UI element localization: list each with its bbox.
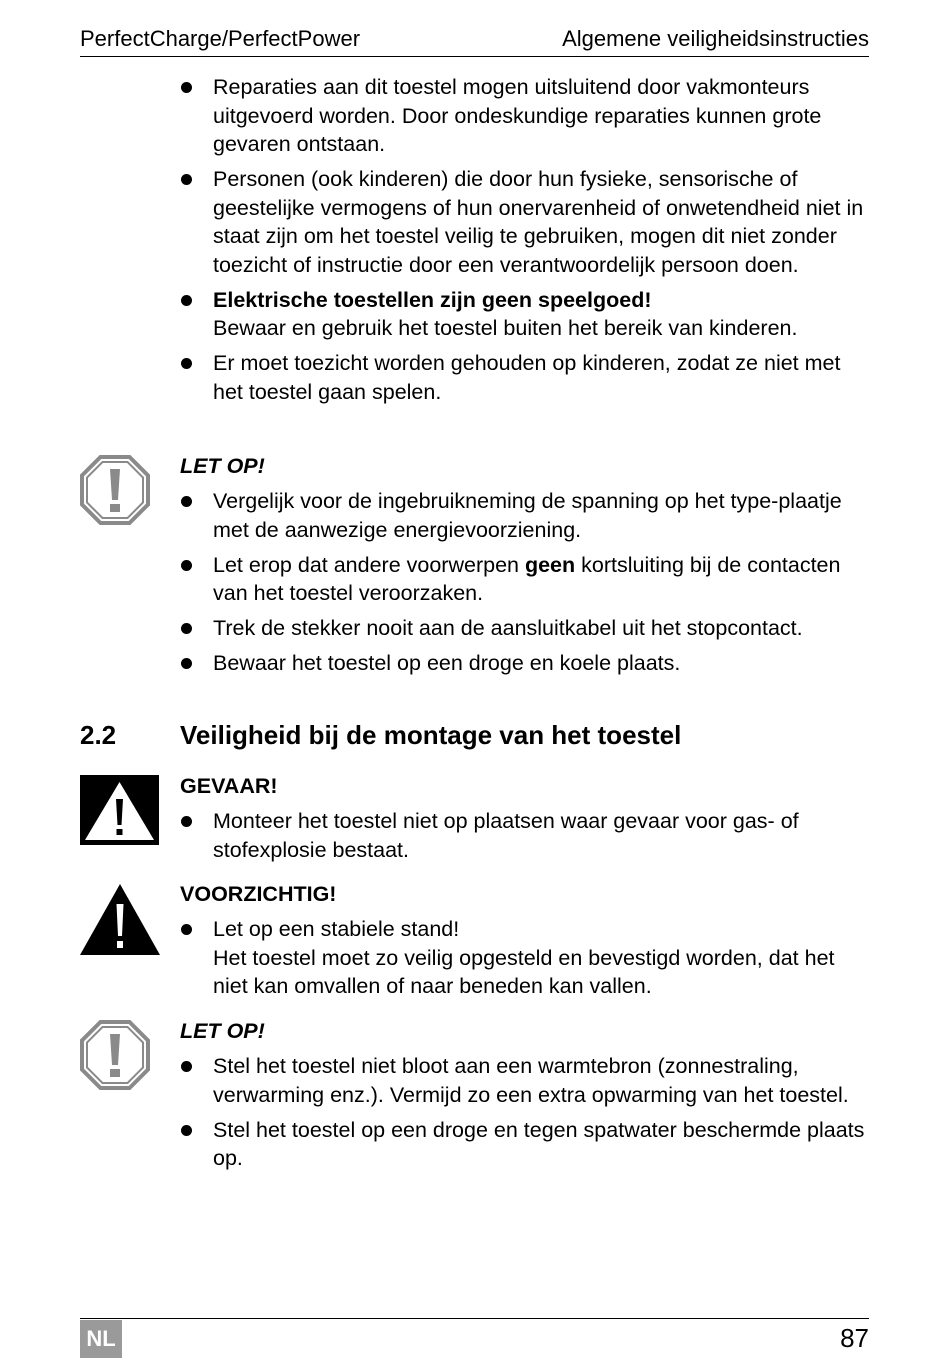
danger-label: GEVAAR! <box>180 774 278 798</box>
warning-triangle-inverted-icon <box>80 775 159 845</box>
bullet-icon <box>181 295 192 306</box>
list-item-text-part: Let erop dat andere voorwerpen <box>213 552 525 577</box>
caution-label: VOORZICHTIG! <box>180 882 337 906</box>
list-item-text: Trek de stekker nooit aan de aansluitkabel uit het stopcontact. <box>213 616 803 640</box>
list-item-text: Bewaar het toestel op een droge en koele plaats. <box>213 651 681 675</box>
bullet-icon <box>181 816 192 827</box>
bullet-icon <box>181 496 192 507</box>
header-chapter-title: Algemene veiligheidsinstructies <box>562 26 869 51</box>
page-number: 87 <box>840 1323 869 1353</box>
list-item-text: Het toestel moet zo veilig opgesteld en bevestigd worden, dat het niet kan omvallen of naar beneden kan vallen. <box>213 945 835 998</box>
list-item-text-part: kortsluiting bij de contacten van het toestel veroorzaken. <box>213 552 841 605</box>
bullet-icon <box>181 623 192 634</box>
list-item-text <box>213 551 869 608</box>
list-item <box>180 551 869 608</box>
notice-block-1 <box>180 452 869 684</box>
list-item-text: Personen (ook kinderen) die door hun fysieke, sensorische of geestelijke vermogens of hun onervarenheid of onwetendheid niet in staat zijn om het toestel veilig te gebruiken, mogen dit niet zonder toezicht of instructie door een verantwoordelijk persoon doen. <box>213 167 864 277</box>
list-item <box>180 1052 869 1109</box>
list-item <box>180 349 869 406</box>
notice-block-2 <box>180 1017 869 1179</box>
octagon-exclamation-icon <box>80 455 150 525</box>
list-item-text: Stel het toestel op een droge en tegen spatwater beschermde plaats op. <box>213 1117 865 1170</box>
list-item <box>180 807 869 864</box>
list-item <box>180 1116 869 1173</box>
list-item <box>180 165 869 279</box>
section-number: 2.2 <box>80 720 117 750</box>
list-item-text: Reparaties aan dit toestel mogen uitsluitend door vakmonteurs uitgevoerd worden. Door ondeskundige reparaties kunnen grote gevaren ontstaan. <box>213 75 822 156</box>
list-item <box>180 614 869 643</box>
list-item-emphasis: geen <box>524 552 576 577</box>
octagon-exclamation-icon <box>80 1020 150 1090</box>
bullet-icon <box>181 1125 192 1136</box>
list-item-text: Monteer het toestel niet op plaatsen waar gevaar voor gas- of stofexplosie bestaat. <box>213 809 799 862</box>
list-item-text: Vergelijk voor de ingebruikneming de spanning op het type-plaatje met de aanwezige energievoorziening. <box>213 489 842 542</box>
footer-divider <box>80 1318 869 1319</box>
list-item-text: Stel het toestel niet bloot aan een warmtebron (zonnestraling, verwarming enz.). Vermijd zo een extra opwarming van het toestel. <box>213 1054 849 1107</box>
bullet-icon <box>181 358 192 369</box>
list-item-bold-text: Elektrische toestellen zijn geen speelgoed! <box>213 287 652 312</box>
caution-block <box>180 880 869 1007</box>
header-product-name: PerfectCharge/PerfectPower <box>80 26 361 51</box>
bullet-icon <box>181 174 192 185</box>
bullet-icon <box>181 658 192 669</box>
language-badge: NL <box>80 1320 122 1358</box>
bullet-icon <box>181 560 192 571</box>
notice-label: LET OP! <box>180 1019 265 1043</box>
warning-triangle-icon <box>80 884 160 955</box>
bullet-icon <box>181 1061 192 1072</box>
list-item <box>180 649 869 678</box>
list-item <box>180 915 869 1001</box>
list-item-text: Er moet toezicht worden gehouden op kinderen, zodat ze niet met het toestel gaan spelen. <box>213 351 841 404</box>
page-header <box>80 24 869 57</box>
list-item-text: Bewaar en gebruik het toestel buiten het bereik van kinderen. <box>213 316 798 340</box>
bullet-icon <box>181 82 192 93</box>
list-item <box>180 286 869 343</box>
intro-safety-list <box>180 73 869 413</box>
section-title: Veiligheid bij de montage van het toestel <box>180 720 682 750</box>
notice-label: LET OP! <box>180 454 265 478</box>
danger-block <box>180 772 869 871</box>
bullet-icon <box>181 924 192 935</box>
list-item <box>180 73 869 159</box>
list-item-text: Let op een stabiele stand! <box>213 917 460 941</box>
list-item <box>180 487 869 544</box>
